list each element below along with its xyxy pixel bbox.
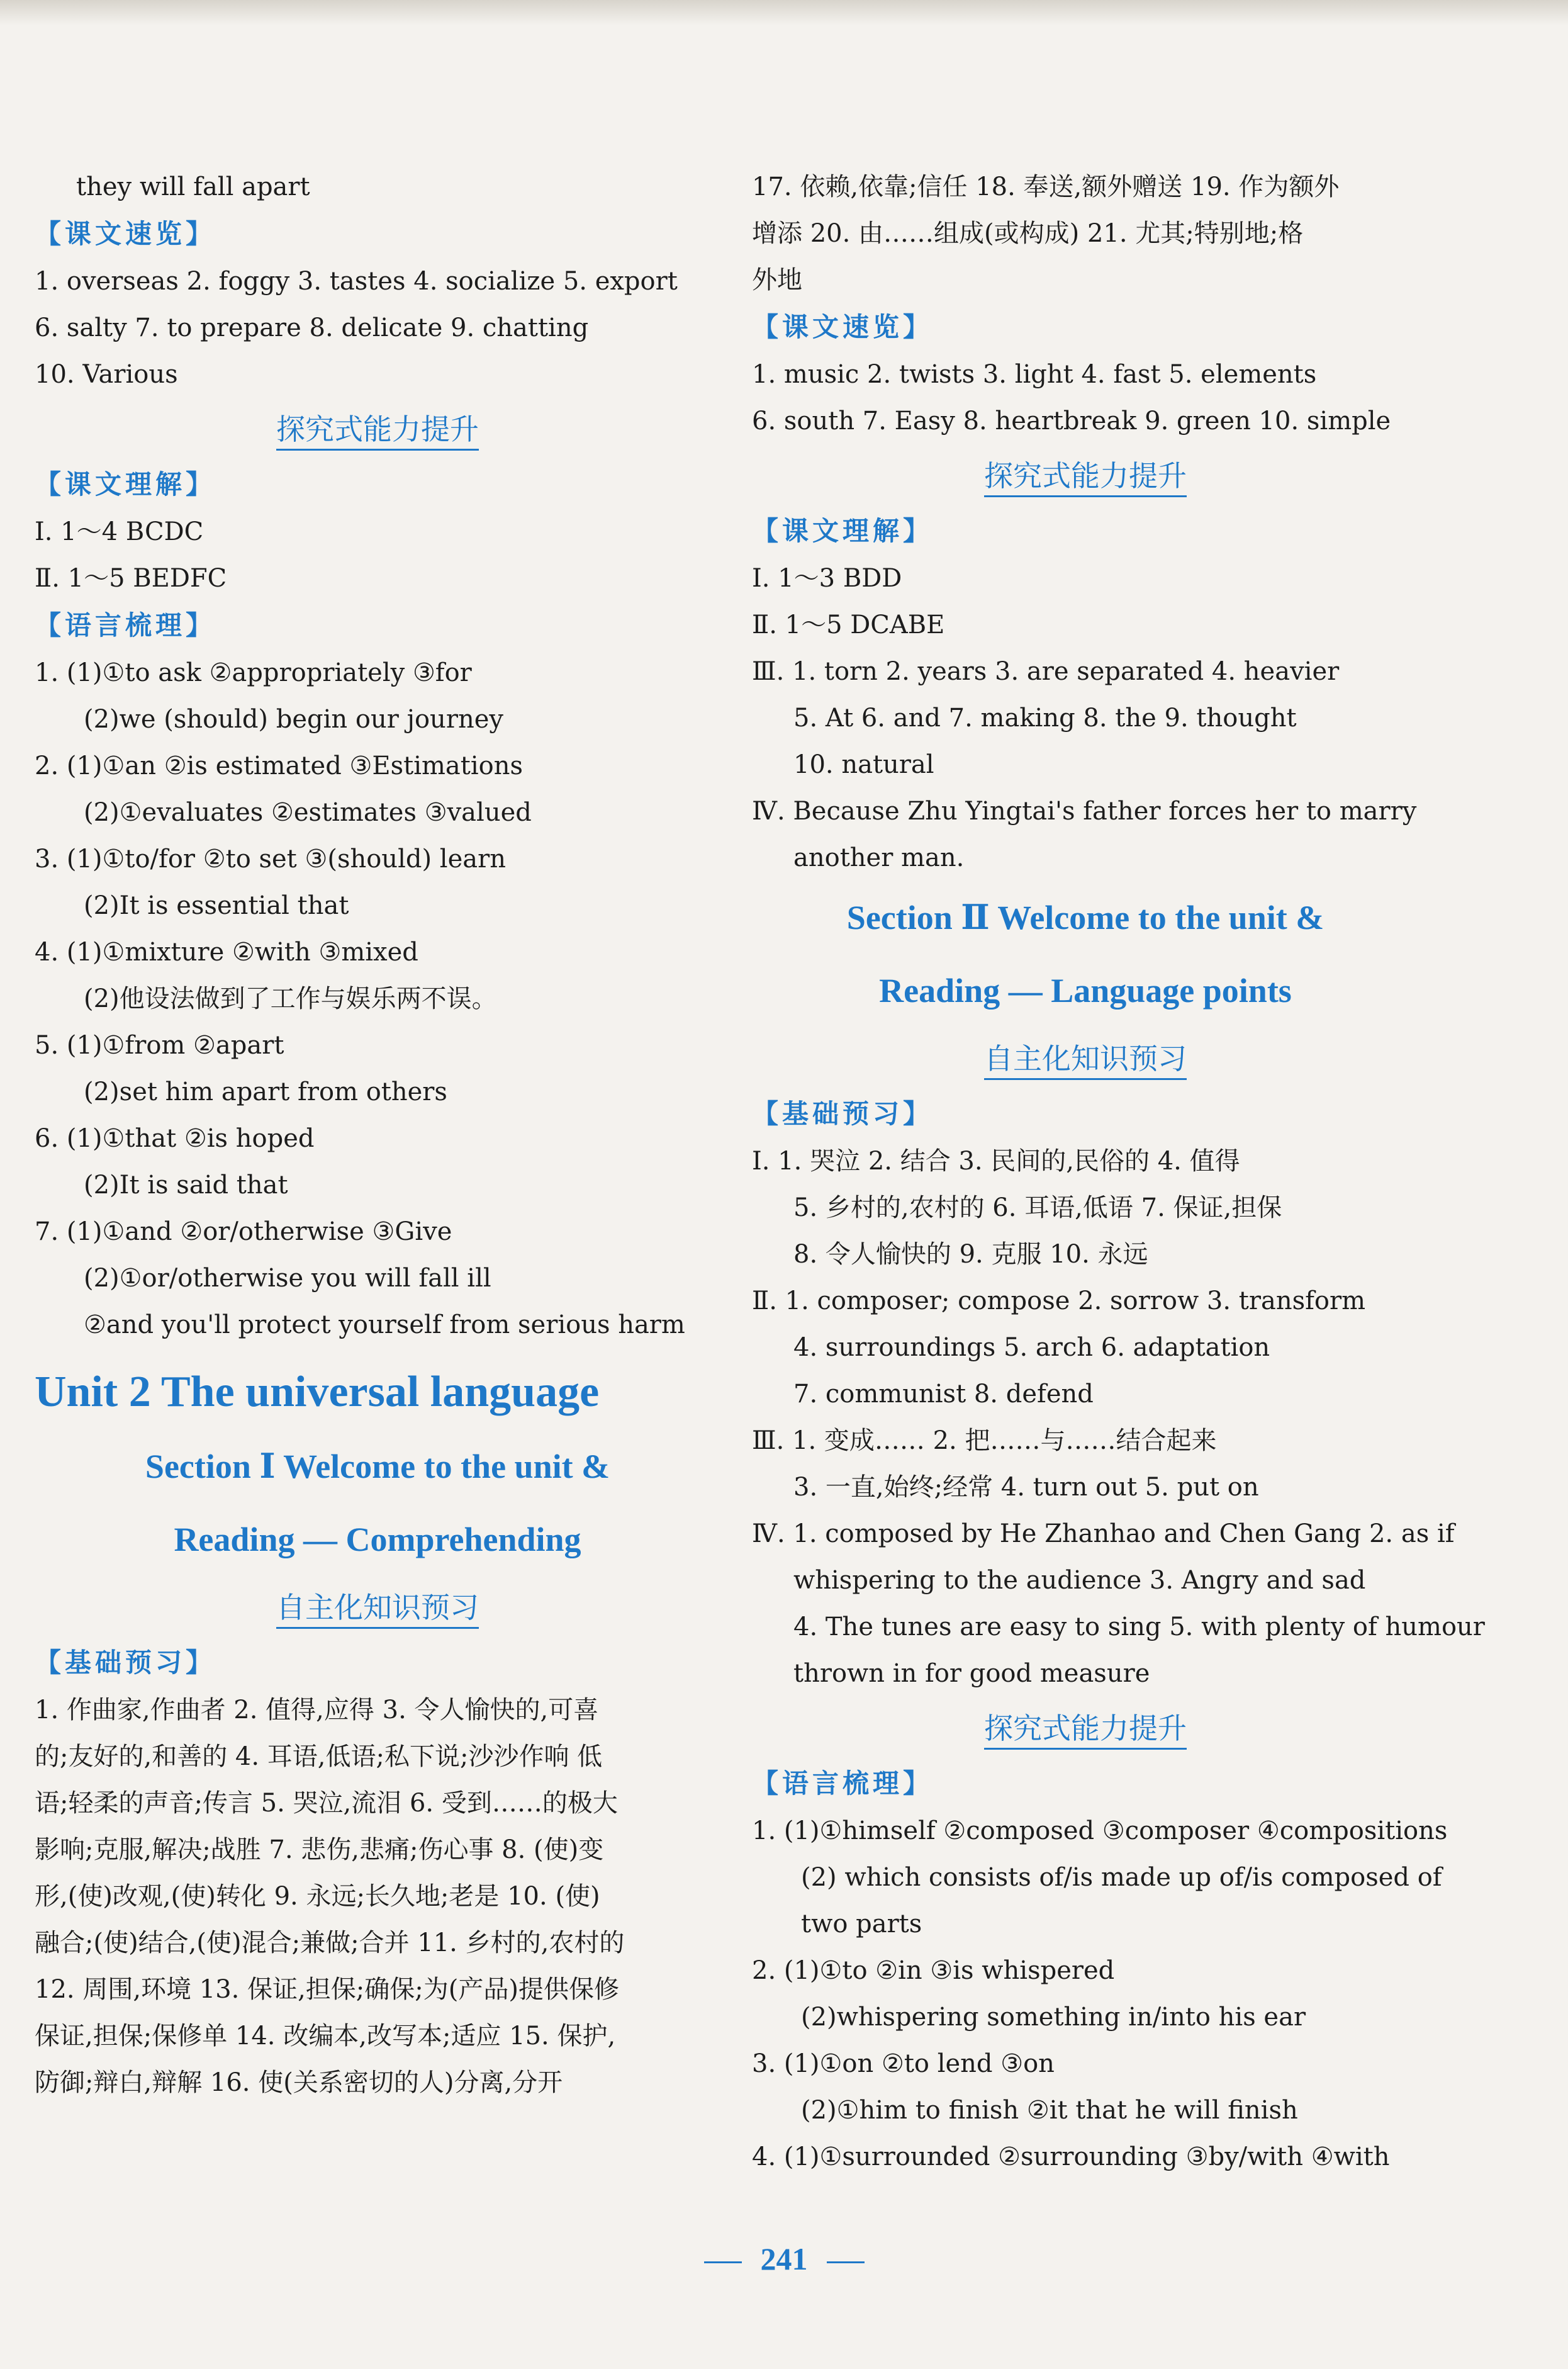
text-line: 6. south 7. Easy 8. heartbreak 9. green 10. simple [752,407,1391,436]
section-heading-kewen-lijie: 【课文理解】 [35,469,216,500]
page-footer [0,2241,1568,2277]
text-line: 1. (1)①to ask ②appropriately ③for [35,658,472,687]
left-column [35,164,720,2106]
scan-top-edge [0,0,1568,25]
text-line: 17. 依赖,依靠;信任 18. 奉送,额外赠送 19. 作为额外 [752,172,1340,201]
text-line: 保证,担保;保修单 14. 改编本,改写本;适应 15. 保护, [35,2022,616,2051]
footer-dash [704,2261,742,2263]
subsection-title: 自主化知识预习 [35,1576,720,1639]
text-line: 3. (1)①to/for ②to set ③(should) learn [35,845,506,874]
text-line: Ⅱ. 1. composer; compose 2. sorrow 3. transform [752,1286,1366,1315]
section-heading-kewen-sulan: 【课文速览】 [752,312,934,342]
section-subtitle: Reading — Language points [879,972,1292,1010]
section-heading-jichu-yuxi: 【基础预习】 [752,1098,934,1129]
text-line: 4. The tunes are easy to sing 5. with plenty of humour [793,1612,1485,1641]
text-line: (2)①or/otherwise you will fall ill [84,1264,491,1293]
text-line: Ⅰ. 1. 哭泣 2. 结合 3. 民间的,民俗的 4. 值得 [752,1147,1240,1176]
text-line: (2)It is said that [84,1171,288,1200]
section-heading-yuyan-shuli: 【语言梳理】 [35,610,216,641]
text-line: (2)It is essential that [84,891,349,920]
text-line: (2)①him to finish ②it that he will finish [801,2096,1298,2125]
text-line: 1. overseas 2. foggy 3. tastes 4. socialize 5. export [35,267,678,296]
footer-dash [827,2261,865,2263]
unit-title: Unit 2 The universal language [35,1368,600,1416]
text-line: 形,(使)改观,(使)转化 9. 永远;长久地;老是 10. (使) [35,1882,600,1911]
text-line: ②and you'll protect yourself from serious harm [84,1310,685,1339]
subsection-title: 探究式能力提升 [752,1697,1419,1760]
text-line: 5. 乡村的,农村的 6. 耳语,低语 7. 保证,担保 [793,1193,1282,1222]
text-line: (2)whispering something in/into his ear [801,2003,1306,2032]
text-line: 6. salty 7. to prepare 8. delicate 9. chatting [35,313,589,342]
text-line: (2)set him apart from others [84,1078,447,1106]
text-line: 2. (1)①to ②in ③is whispered [752,1956,1115,1985]
subsection-title: 探究式能力提升 [752,444,1419,507]
section-title: Section Ⅱ Welcome to the unit & [846,899,1324,937]
text-line: Ⅳ. Because Zhu Yingtai's father forces her to marry [752,797,1417,826]
text-line: 8. 令人愉快的 9. 克服 10. 永远 [793,1240,1148,1269]
text-line: 语;轻柔的声音;传言 5. 哭泣,流泪 6. 受到……的极大 [35,1789,618,1818]
text-line: 1. music 2. twists 3. light 4. fast 5. elements [752,360,1317,389]
text-line: 1. (1)①himself ②composed ③composer ④compositions [752,1816,1448,1845]
page-number: 241 [760,2241,808,2276]
text-line: 影响;克服,解决;战胜 7. 悲伤,悲痛;伤心事 8. (使)变 [35,1835,604,1864]
text-line: (2)①evaluates ②estimates ③valued [84,798,532,827]
section-heading-kewen-lijie: 【课文理解】 [752,515,934,546]
text-line: whispering to the audience 3. Angry and sad [793,1566,1366,1595]
text-line: Ⅲ. 1. torn 2. years 3. are separated 4. heavier [752,657,1340,686]
text-line: 4. (1)①mixture ②with ③mixed [35,938,418,967]
text-line: Ⅰ. 1～4 BCDC [35,517,204,546]
text-line: 3. 一直,始终;经常 4. turn out 5. put on [793,1473,1259,1502]
text-line: 10. Various [35,360,178,389]
text-line: 2. (1)①an ②is estimated ③Estimations [35,751,523,780]
text-line: 5. (1)①from ②apart [35,1031,284,1060]
section-heading-yuyan-shuli: 【语言梳理】 [752,1768,934,1799]
text-line: thrown in for good measure [793,1659,1150,1688]
section-title: Section Ⅰ Welcome to the unit & [145,1448,610,1485]
subsection-title: 自主化知识预习 [752,1027,1419,1090]
text-line: 7. (1)①and ②or/otherwise ③Give [35,1217,452,1246]
section-heading-jichu-yuxi: 【基础预习】 [35,1647,216,1678]
text-line: Ⅰ. 1～3 BDD [752,564,902,593]
text-line: 3. (1)①on ②to lend ③on [752,2049,1055,2078]
text-line: 的;友好的,和善的 4. 耳语,低语;私下说;沙沙作响 低 [35,1742,603,1771]
right-column [752,164,1485,2180]
text-line: another man. [793,843,965,872]
text-line: 12. 周围,环境 13. 保证,担保;确保;为(产品)提供保修 [35,1975,619,2004]
text-line: (2)we (should) begin our journey [84,705,503,734]
text-line: 防御;辩白,辩解 16. 使(关系密切的人)分离,分开 [35,2068,563,2097]
text-line: two parts [801,1910,922,1939]
text-line: (2) which consists of/is made up of/is composed of [801,1863,1442,1892]
text-line: 增添 20. 由……组成(或构成) 21. 尤其;特别地;格 [752,219,1304,248]
text-line: 4. (1)①surrounded ②surrounding ③by/with ④with [752,2142,1390,2171]
text-line: 融合;(使)结合,(使)混合;兼做;合并 11. 乡村的,农村的 [35,1928,625,1957]
subsection-title: 探究式能力提升 [35,398,720,461]
section-heading-kewen-sulan: 【课文速览】 [35,218,216,249]
text-line: Ⅳ. 1. composed by He Zhanhao and Chen Gang 2. as if [752,1519,1455,1548]
text-line: (2)他设法做到了工作与娱乐两不误。 [84,984,497,1013]
text-line: 7. communist 8. defend [793,1380,1094,1409]
text-line: 10. natural [793,750,934,779]
text-line: Ⅱ. 1～5 BEDFC [35,564,227,593]
text-line: 5. At 6. and 7. making 8. the 9. thought [793,704,1297,733]
text-line: 1. 作曲家,作曲者 2. 值得,应得 3. 令人愉快的,可喜 [35,1696,599,1725]
text-line: Ⅲ. 1. 变成…… 2. 把……与……结合起来 [752,1426,1217,1455]
text-line: they will fall apart [76,172,310,201]
text-line: 外地 [752,266,802,295]
text-line: 4. surroundings 5. arch 6. adaptation [793,1333,1270,1362]
text-line: Ⅱ. 1～5 DCABE [752,611,945,639]
section-subtitle: Reading — Comprehending [174,1521,581,1558]
text-line: 6. (1)①that ②is hoped [35,1124,315,1153]
